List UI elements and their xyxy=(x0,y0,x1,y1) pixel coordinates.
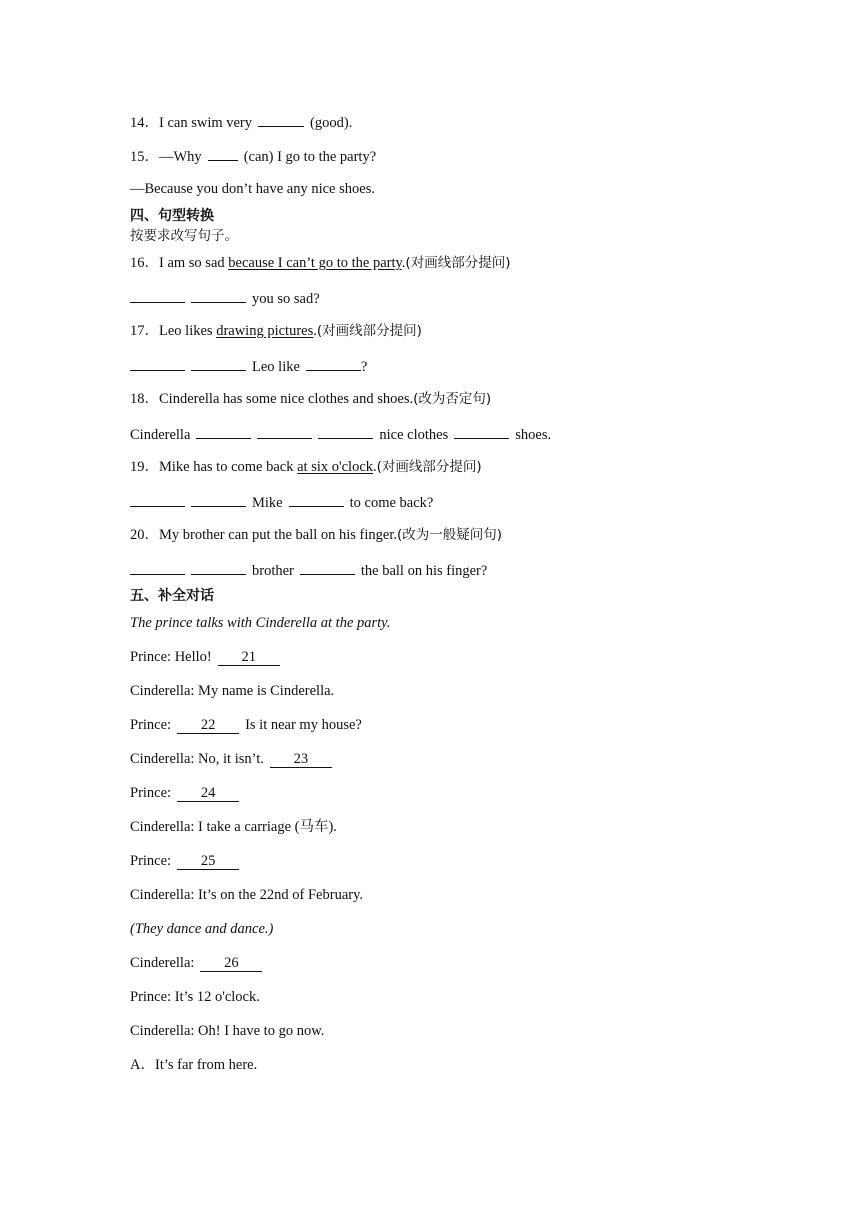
dialogue-line xyxy=(130,987,770,1007)
question-number: 20． xyxy=(130,527,159,543)
question-text: —Why xyxy=(159,149,202,165)
answer-line-text: brother xyxy=(252,563,294,579)
punctuation: . xyxy=(401,255,406,271)
instruction-note: (对画线部分提问) xyxy=(405,255,511,271)
punctuation: . xyxy=(313,323,317,339)
question-text: I am so sad xyxy=(159,255,229,271)
dialogue-text: Cinderella: Oh! I have to go now. xyxy=(130,1023,325,1039)
worksheet-content xyxy=(130,111,770,1075)
answer-blank[interactable] xyxy=(318,423,373,439)
question-number: 14． xyxy=(130,115,159,131)
question-17-answer-line xyxy=(130,355,770,375)
question-20 xyxy=(130,525,770,545)
answer-blank[interactable] xyxy=(306,355,361,371)
question-number: 17． xyxy=(130,323,159,339)
question-text: Cinderella has some nice clothes and shoes. xyxy=(159,391,414,407)
numbered-blank[interactable]: 25 xyxy=(177,853,239,870)
dialogue-line xyxy=(130,885,770,905)
answer-blank[interactable] xyxy=(130,355,185,371)
dialogue-line xyxy=(130,1021,770,1041)
dialogue-line xyxy=(130,681,770,701)
instruction-note: (对画线部分提问) xyxy=(316,323,422,339)
answer-blank[interactable] xyxy=(258,111,304,127)
question-text: Leo likes xyxy=(159,323,217,339)
answer-line-text: to come back? xyxy=(349,495,434,511)
question-17 xyxy=(130,321,770,341)
question-18 xyxy=(130,389,770,409)
answer-line-text: ? xyxy=(360,359,368,375)
dialogue-text: Prince: xyxy=(130,785,172,801)
dialogue-text: Cinderella: It’s on the 22nd of February. xyxy=(130,887,364,903)
dialogue-text: Prince: Hello! xyxy=(130,649,212,665)
underlined-part: at six o'clock xyxy=(297,459,374,475)
numbered-blank[interactable]: 23 xyxy=(270,751,332,768)
question-text: My brother can put the ball on his finger. xyxy=(159,527,397,543)
dialogue-text: Prince: xyxy=(130,853,172,869)
section-4-instruction: 按要求改写句子。 xyxy=(130,228,238,244)
dialogue-text: Prince: xyxy=(130,717,172,733)
question-number: 15． xyxy=(130,149,159,165)
question-19-answer-line xyxy=(130,491,770,511)
dialogue-line xyxy=(130,647,770,667)
answer-line-text: you so sad? xyxy=(252,291,320,307)
question-14 xyxy=(130,111,770,131)
answer-blank[interactable] xyxy=(191,355,246,371)
answer-blank[interactable] xyxy=(289,491,344,507)
question-19 xyxy=(130,457,770,477)
answer-blank[interactable] xyxy=(454,423,509,439)
question-16 xyxy=(130,253,770,273)
answer-blank[interactable] xyxy=(191,287,246,303)
question-text: I can swim very xyxy=(159,115,253,131)
instruction-note: (改为否定句) xyxy=(413,391,492,407)
question-16-answer-line xyxy=(130,287,770,307)
question-18-answer-line xyxy=(130,423,770,443)
question-number: 18． xyxy=(130,391,159,407)
answer-line-text: nice clothes xyxy=(379,427,449,443)
numbered-blank[interactable]: 24 xyxy=(177,785,239,802)
dialogue-line xyxy=(130,749,770,769)
dialogue-line xyxy=(130,817,770,837)
underlined-part: because I can’t go to the party xyxy=(228,255,402,271)
question-text: Mike has to come back xyxy=(159,459,298,475)
dialogue-text: Is it near my house? xyxy=(245,717,362,733)
question-20-answer-line xyxy=(130,559,770,579)
instruction-note: (改为一般疑问句) xyxy=(397,527,503,543)
dialogue-text: Cinderella: I take a carriage (马车). xyxy=(130,819,337,835)
answer-blank[interactable] xyxy=(300,559,355,575)
answer-blank[interactable] xyxy=(130,287,185,303)
answer-line-text: the ball on his finger? xyxy=(360,563,488,579)
option-label: A． xyxy=(130,1057,155,1073)
dialogue-text: Prince: It’s 12 o'clock. xyxy=(130,989,260,1005)
question-number: 16． xyxy=(130,255,159,271)
answer-line-text: Leo like xyxy=(252,359,300,375)
question-15-answer: —Because you don’t have any nice shoes. xyxy=(130,181,375,197)
answer-blank[interactable] xyxy=(130,559,185,575)
answer-blank[interactable] xyxy=(130,491,185,507)
answer-line-text: Cinderella xyxy=(130,427,191,443)
dialogue-text: Cinderella: My name is Cinderella. xyxy=(130,683,335,699)
section-4-title: 四、句型转换 xyxy=(130,208,214,224)
numbered-blank[interactable]: 26 xyxy=(200,955,262,972)
answer-blank[interactable] xyxy=(191,559,246,575)
answer-blank[interactable] xyxy=(208,145,238,161)
dialogue-line xyxy=(130,851,770,871)
answer-blank[interactable] xyxy=(191,491,246,507)
dialogue-context: The prince talks with Cinderella at the party. xyxy=(130,615,391,631)
instruction-note: (对画线部分提问) xyxy=(376,459,482,475)
dialogue-line xyxy=(130,715,770,735)
dialogue-line xyxy=(130,783,770,803)
dialogue-text: Cinderella: No, it isn’t. xyxy=(130,751,264,767)
numbered-blank[interactable]: 21 xyxy=(218,649,280,666)
answer-blank[interactable] xyxy=(257,423,312,439)
option-text: It’s far from here. xyxy=(154,1057,258,1073)
hint-text: (can) I go to the party? xyxy=(243,149,377,165)
section-5-title: 五、补全对话 xyxy=(130,588,214,604)
option-a xyxy=(130,1055,770,1075)
dialogue-line xyxy=(130,953,770,973)
stage-direction xyxy=(130,919,770,939)
answer-line-text: shoes. xyxy=(515,427,552,443)
punctuation: . xyxy=(373,459,377,475)
answer-line-text: Mike xyxy=(252,495,283,511)
answer-blank[interactable] xyxy=(196,423,251,439)
underlined-part: drawing pictures xyxy=(216,323,314,339)
question-15 xyxy=(130,145,770,165)
question-number: 19． xyxy=(130,459,159,475)
hint-text: (good). xyxy=(310,115,353,131)
numbered-blank[interactable]: 22 xyxy=(177,717,239,734)
dialogue-text: (They dance and dance.) xyxy=(130,921,274,937)
dialogue-text: Cinderella: xyxy=(130,955,195,971)
